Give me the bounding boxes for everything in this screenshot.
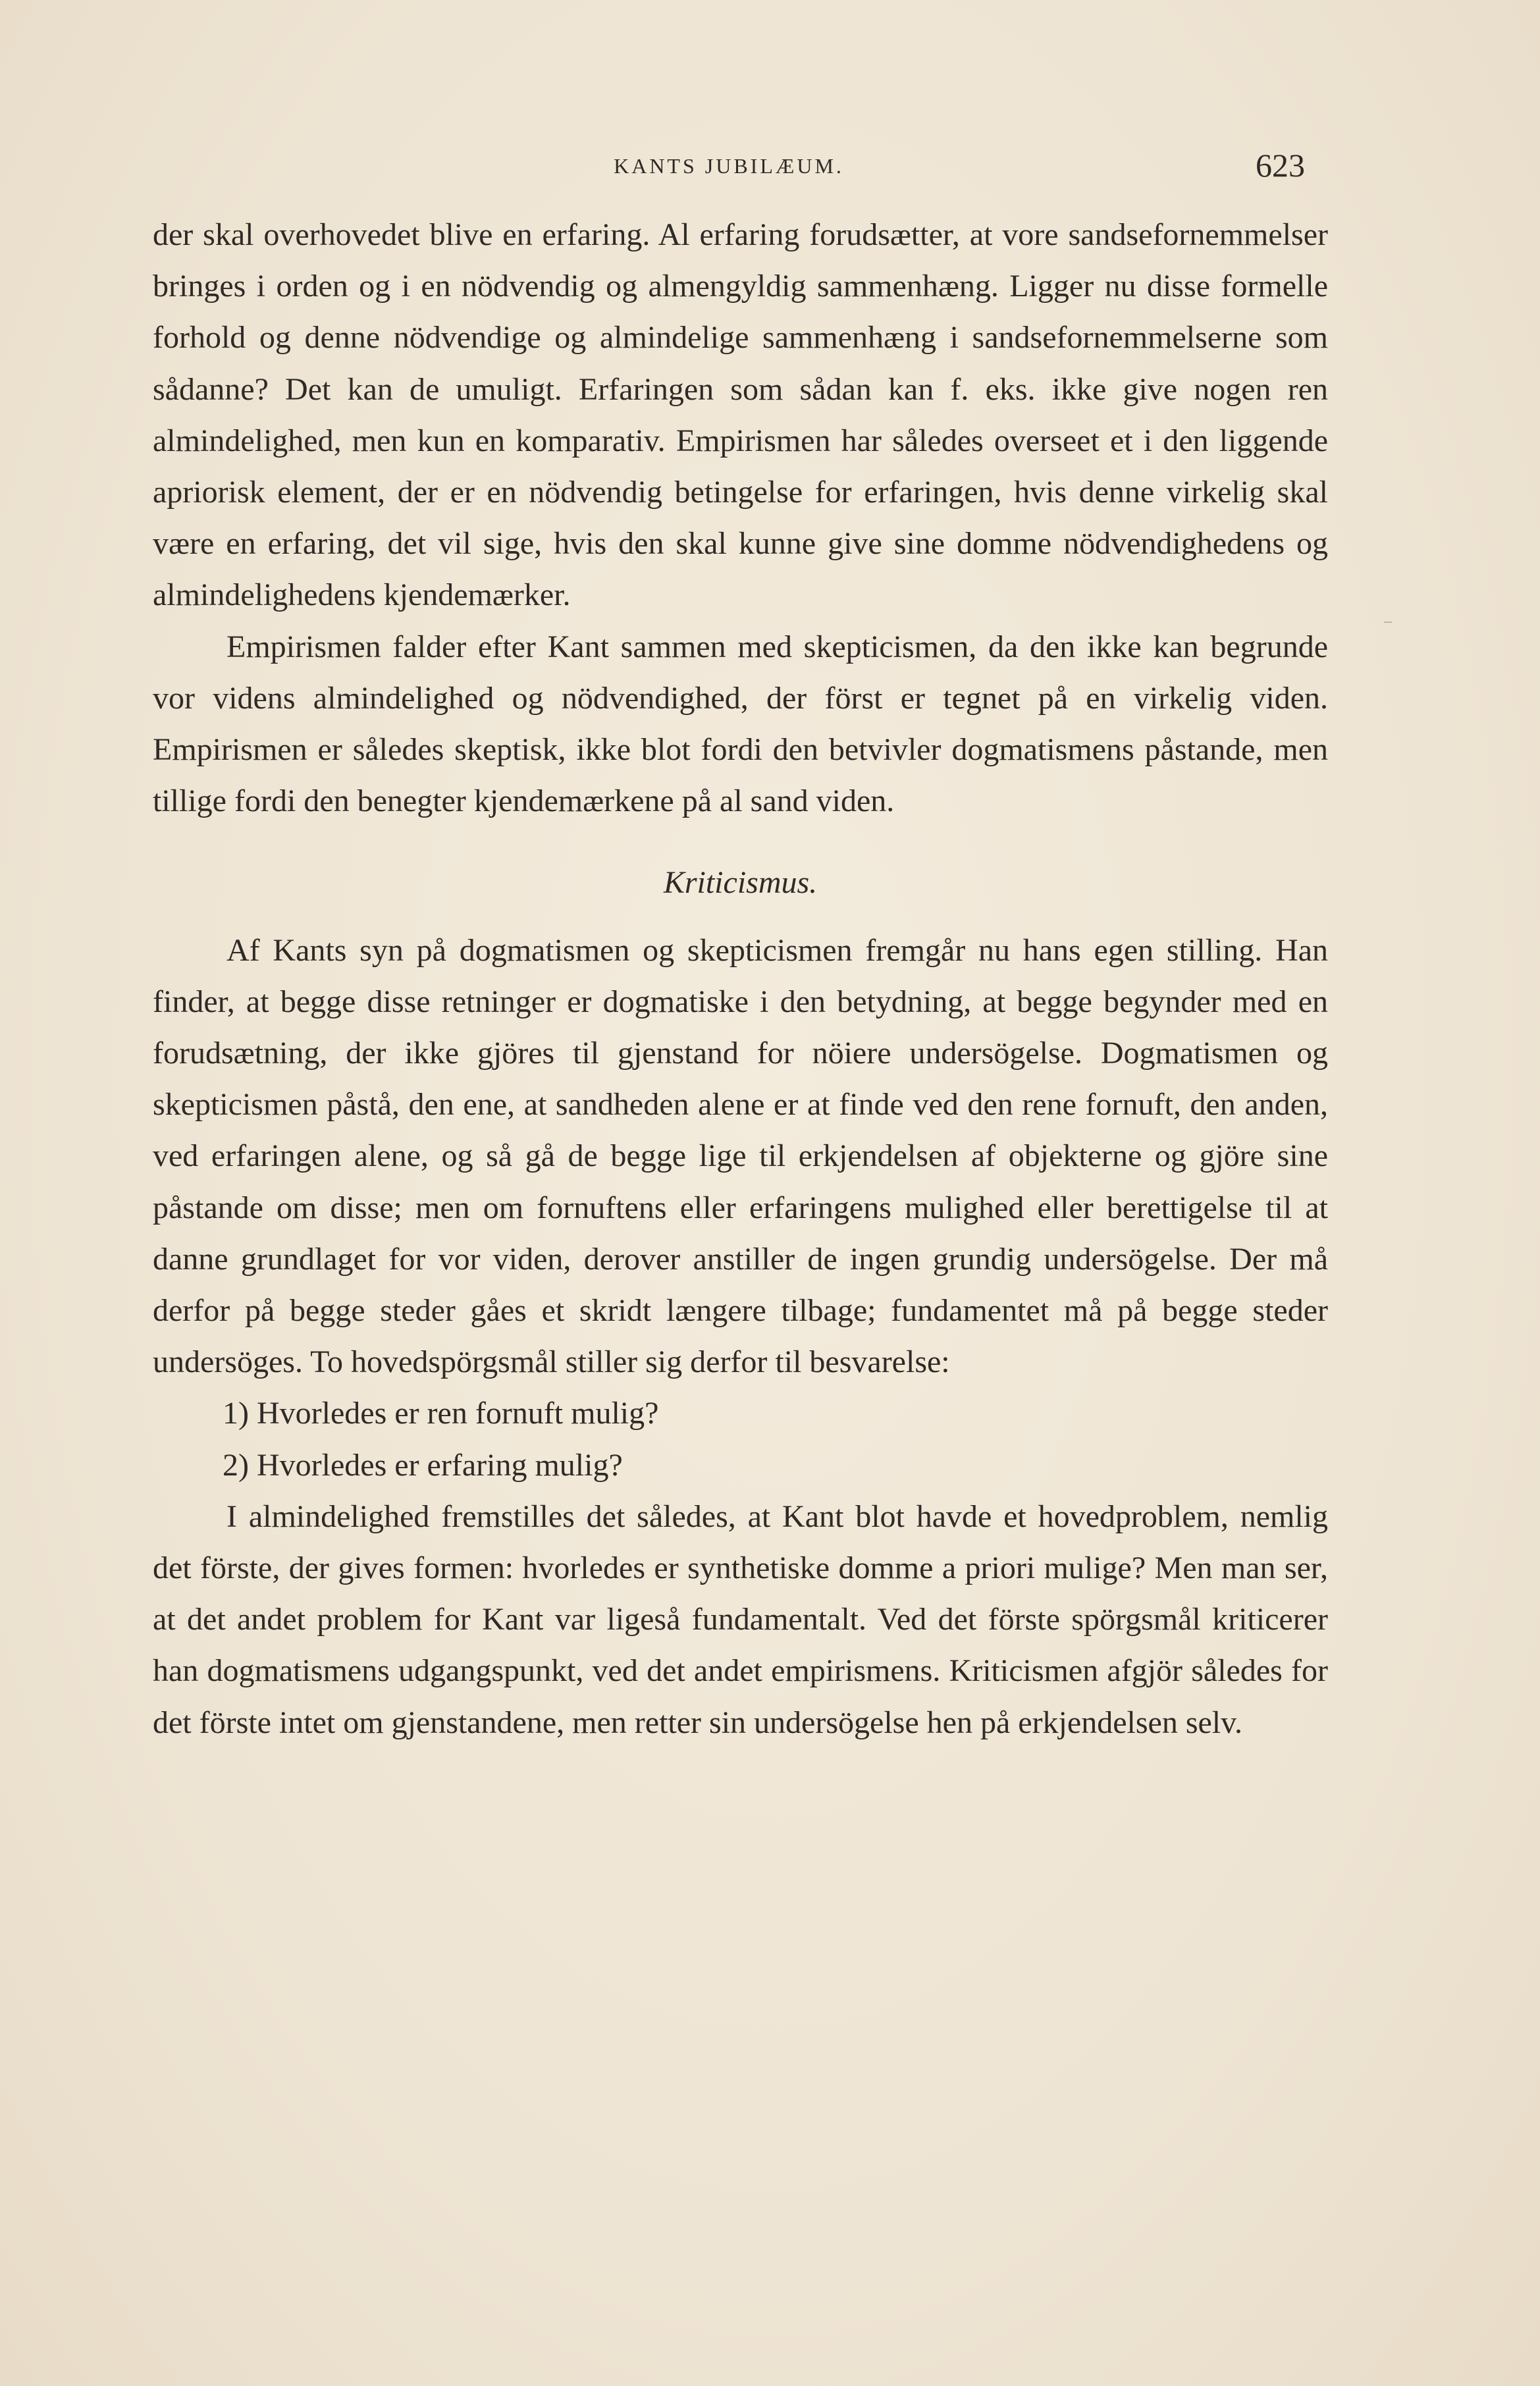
paragraph-4: I almindelighed fremstilles det således, at Kant blot havde et hovedproblem, nemlig det förste, der gives formen: hvorledes er synthetiske domme a priori mulige? Men man ser, at det andet problem for Kant var ligeså fundamentalt. Ved det förste spörgsmål kriticerer han dogmatismens udgangspunkt, ved det andet empirismens. Kriticismen afgjör således for det förste intet om gjenstandene, men retter sin undersögelse hen på erkjendelsen selv. [153,1498,1328,1740]
running-head: KANTS JUBILÆUM. [614,154,844,178]
body-text [153,209,1328,1749]
paper-speck [1384,622,1392,623]
question-2: 2) Hvorledes er erfaring mulig? [223,1447,623,1483]
paper-speck [1180,701,1186,703]
question-1: 1) Hvorledes er ren fornuft mulig? [223,1396,659,1431]
page-number: 623 [1256,147,1305,184]
section-title: Kriticismus. [663,865,818,901]
paragraph-3: Af Kants syn på dogmatismen og skepticismen fremgår nu hans egen stilling. Han finder, at begge disse retninger er dogmatiske i den betydning, at begge begynder med en forudsætning, der ikke gjöres til gjenstand for nöiere undersögelse. Dogmatismen og skepticismen påstå, den ene, at sandheden alene er at finde ved den rene fornuft, den anden, ved erfaringen alene, og så gå de begge lige til erkjendelsen af objekterne og gjöre sine påstande om disse; men om fornuftens eller erfaringens mulighed eller berettigelse til at danne grundlaget for vor viden, derover anstiller de ingen grundig undersögelse. Der må derfor på begge steder gåes et skridt længere tilbage; fundamentet må på begge steder undersöges. To hovedspörgsmål stiller sig derfor til besvarelse: [153,932,1328,1380]
page-header [153,146,1305,192]
paragraph-1: der skal overhovedet blive en erfaring. Al erfaring forudsætter, at vore sandsefornemmelser bringes i orden og i en nödvendig og almengyldig sammenhæng. Ligger nu disse formelle forhold og denne nödvendige og almindelige sammenhæng i sandsefornemmelserne som sådanne? Det kan de umuligt. Erfaringen som sådan kan f. eks. ikke give nogen ren almindelighed, men kun en komparativ. Empirismen har således overseet et i den liggende apriorisk element, der er en nödvendig betingelse for erfaringen, hvis denne virkelig skal være en erfaring, det vil sige, hvis den skal kunne give sine domme nödvendighedens og almindelighedens kjendemærker. [153,217,1328,613]
paragraph-2: Empirismen falder efter Kant sammen med skepticismen, da den ikke kan begrunde vor videns almindelighed og nödvendighed, der först er tegnet på en virkelig viden. Empirismen er således skeptisk, ikke blot fordi den betvivler dogmatismens påstande, men tillige fordi den benegter kjendemærkene på al sand viden. [153,629,1328,819]
